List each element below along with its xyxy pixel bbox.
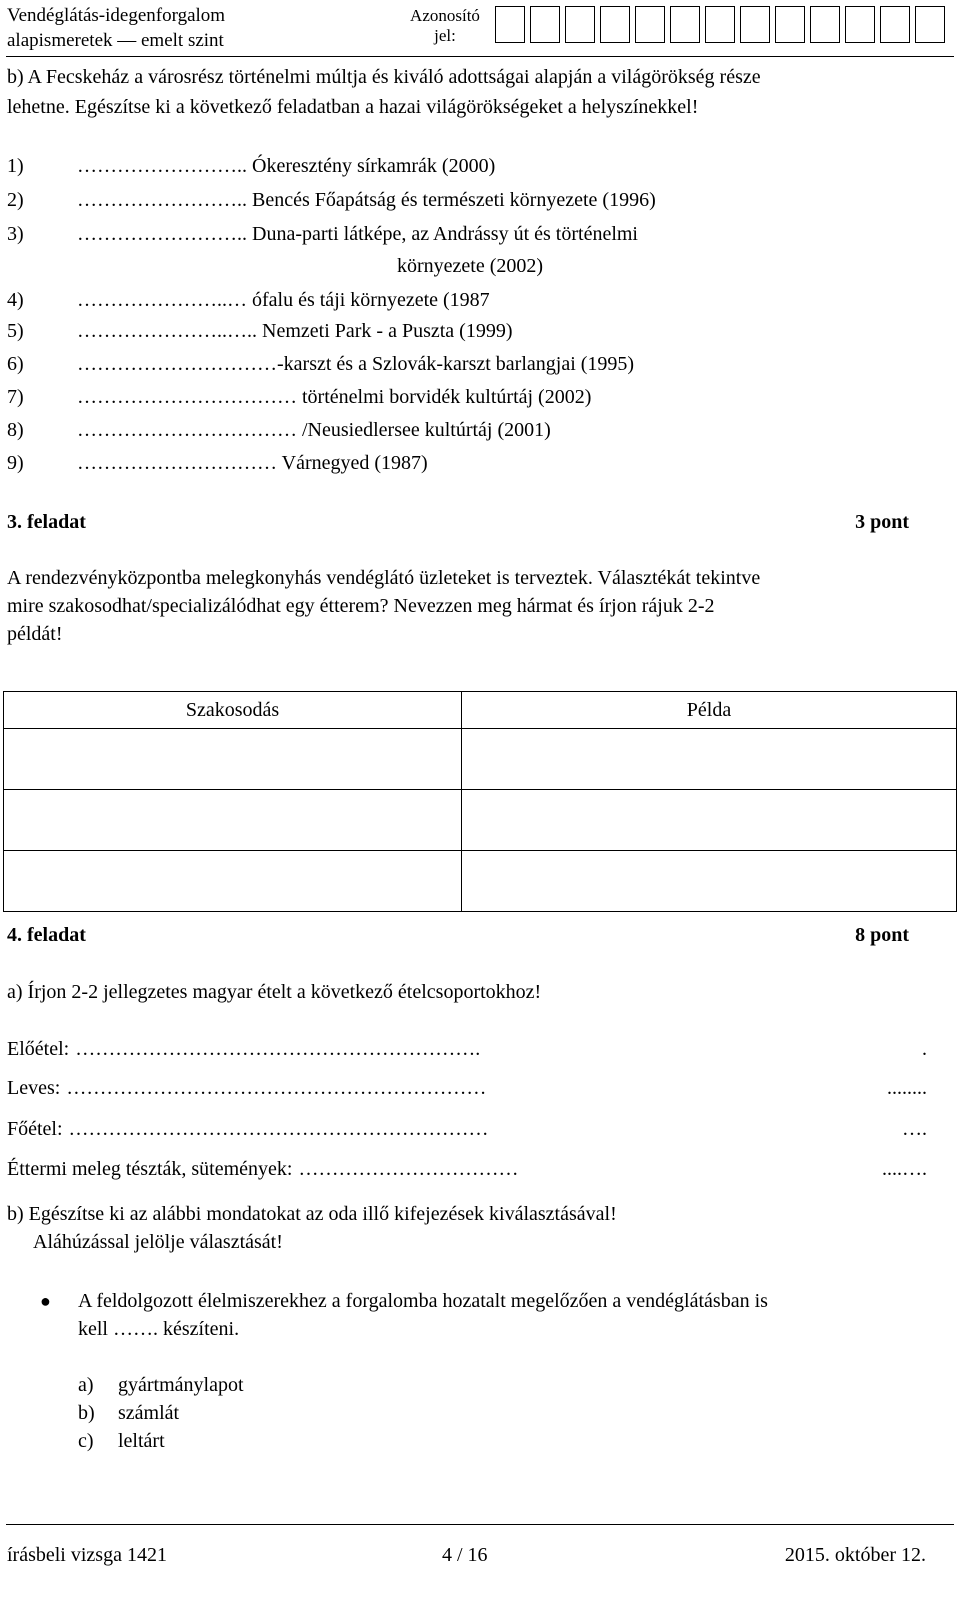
- id-box[interactable]: [565, 6, 595, 43]
- item-text: Bencés Főapátság és természeti környezete (1996): [252, 189, 656, 211]
- table-header-row: [4, 692, 957, 729]
- item-text: Nemzeti Park - a Puszta (1999): [262, 320, 513, 342]
- answer-blank[interactable]: ……………………..: [77, 189, 247, 211]
- item-number: 8): [7, 419, 24, 441]
- answer-blank[interactable]: ……………………..: [77, 223, 247, 245]
- option-letter: c): [78, 1430, 94, 1452]
- option-item[interactable]: [78, 1430, 165, 1453]
- list-item: [7, 320, 512, 343]
- item-text: Ókeresztény sírkamrák (2000): [252, 155, 496, 177]
- field-main-course[interactable]: [7, 1118, 927, 1141]
- item-text: történelmi borvidék kultúrtáj (2002): [302, 386, 592, 408]
- task2b-intro-line-2: lehetne. Egészítse ki a következő feladatban a hazai világörökségeket a helyszínekkel!: [7, 96, 699, 118]
- task3-text-line-3: példát!: [7, 623, 63, 645]
- id-box[interactable]: [635, 6, 665, 43]
- footer-page-number: 4 / 16: [442, 1544, 488, 1566]
- bullet-icon: ●: [40, 1291, 51, 1311]
- task4a-prompt: a) Írjon 2-2 jellegzetes magyar ételt a következő ételcsoportokhoz!: [7, 981, 542, 1003]
- id-box[interactable]: [845, 6, 875, 43]
- id-box[interactable]: [670, 6, 700, 43]
- field-pasta-desserts[interactable]: [7, 1158, 927, 1181]
- field-soup[interactable]: [7, 1077, 927, 1100]
- item-number: 4): [7, 289, 24, 311]
- answer-cell[interactable]: [462, 851, 957, 912]
- answer-blank[interactable]: ……………………………: [298, 1158, 519, 1180]
- id-box[interactable]: [915, 6, 945, 43]
- list-item: [7, 189, 656, 212]
- list-item-continuation: környezete (2002): [397, 255, 544, 277]
- footer-exam-code: írásbeli vizsga 1421: [7, 1544, 167, 1566]
- list-item: [7, 386, 591, 409]
- item-text: /Neusiedlersee kultúrtáj (2001): [302, 419, 551, 441]
- item-number: 3): [7, 223, 24, 245]
- task2b-intro-line-1: b) A Fecskeház a városrész történelmi múltja és kiváló adottságai alapján a világörökség része: [7, 66, 761, 88]
- task3-text-line-1: A rendezvényközpontba melegkonyhás vendéglátó üzleteket is terveztek. Választékát tekintve: [7, 567, 761, 589]
- option-text[interactable]: leltárt: [118, 1430, 165, 1452]
- answer-blank[interactable]: …………………..…..: [77, 320, 257, 342]
- id-box[interactable]: [600, 6, 630, 43]
- header-rule: [6, 56, 954, 57]
- option-letter: a): [78, 1374, 94, 1396]
- option-letter: b): [78, 1402, 95, 1424]
- field-label: Előétel:: [7, 1038, 70, 1060]
- blank-end: .: [922, 1038, 927, 1060]
- list-item: [7, 452, 428, 475]
- table-row: [4, 729, 957, 790]
- task3-points: 3 pont: [855, 511, 909, 533]
- answer-blank[interactable]: …………………………: [77, 452, 277, 474]
- item-text: ófalu és táji környezete (1987: [252, 289, 490, 311]
- table-row: [4, 790, 957, 851]
- item-number: 9): [7, 452, 24, 474]
- id-label: [410, 6, 480, 46]
- list-item: [7, 353, 634, 376]
- option-item[interactable]: [78, 1374, 244, 1397]
- item-number: 2): [7, 189, 24, 211]
- answer-cell[interactable]: [4, 729, 462, 790]
- answer-blank[interactable]: …………………..…: [77, 289, 247, 311]
- bullet-text-line-2: kell ……. készíteni.: [78, 1318, 240, 1340]
- id-box[interactable]: [810, 6, 840, 43]
- field-label: Éttermi meleg tészták, sütemények:: [7, 1158, 293, 1180]
- task4b-prompt-line-1: b) Egészítse ki az alábbi mondatokat az oda illő kifejezések kiválasztásával!: [7, 1203, 617, 1225]
- id-label-line-2: jel:: [434, 26, 456, 45]
- table-row: [4, 851, 957, 912]
- task4-points: 8 pont: [855, 924, 909, 946]
- option-text[interactable]: számlát: [118, 1402, 180, 1424]
- id-box[interactable]: [530, 6, 560, 43]
- subject-line-2: alapismeretek — emelt szint: [7, 30, 224, 51]
- field-label: Főétel:: [7, 1118, 63, 1140]
- bullet-text-line-1: A feldolgozott élelmiszerekhez a forgalomba hozatalt megelőzően a vendéglátásban is: [78, 1290, 768, 1312]
- specialization-table: [3, 691, 957, 912]
- answer-blank[interactable]: ……………………..: [77, 155, 247, 177]
- field-label: Leves:: [7, 1077, 61, 1099]
- answer-blank[interactable]: …………………………………………………….: [75, 1038, 481, 1060]
- answer-cell[interactable]: [4, 790, 462, 851]
- column-header-specialization: Szakosodás: [4, 692, 462, 729]
- answer-cell[interactable]: [462, 790, 957, 851]
- list-item: [7, 155, 495, 178]
- field-appetizer[interactable]: [7, 1038, 927, 1061]
- id-label-line-1: Azonosító: [410, 6, 480, 25]
- id-box[interactable]: [495, 6, 525, 43]
- task3-text-line-2: mire szakosodhat/specializálódhat egy étterem? Nevezzen meg hármat és írjon rájuk 2-2: [7, 595, 715, 617]
- answer-blank[interactable]: ……………………………: [77, 419, 297, 441]
- item-number: 1): [7, 155, 24, 177]
- item-text: -karszt és a Szlovák-karszt barlangjai (1995): [277, 353, 635, 375]
- item-number: 6): [7, 353, 24, 375]
- task4-title: 4. feladat: [7, 924, 86, 946]
- answer-blank[interactable]: ……………………………: [77, 386, 297, 408]
- footer-date: 2015. október 12.: [784, 1544, 926, 1566]
- task3-title: 3. feladat: [7, 511, 86, 533]
- blank-end: ….: [902, 1118, 927, 1140]
- column-header-example: Példa: [462, 692, 957, 729]
- blank-end: ........: [887, 1077, 927, 1099]
- answer-blank[interactable]: ………………………………………………………: [66, 1077, 487, 1099]
- answer-cell[interactable]: [4, 851, 462, 912]
- list-item: [7, 419, 551, 442]
- item-text: Várnegyed (1987): [281, 452, 428, 474]
- blank-end: ....….: [882, 1158, 927, 1180]
- item-text: Duna-parti látképe, az Andrássy út és történelmi: [252, 223, 638, 245]
- task4b-prompt-line-2: Aláhúzással jelölje választását!: [33, 1231, 283, 1253]
- id-box[interactable]: [880, 6, 910, 43]
- id-box[interactable]: [705, 6, 735, 43]
- list-item: [7, 223, 638, 246]
- answer-blank[interactable]: …………………………: [77, 353, 277, 375]
- option-item[interactable]: [78, 1402, 179, 1425]
- list-item: [7, 289, 490, 312]
- item-number: 5): [7, 320, 24, 342]
- id-box[interactable]: [740, 6, 770, 43]
- footer-rule: [6, 1524, 954, 1525]
- option-text[interactable]: gyártmánylapot: [118, 1374, 244, 1396]
- item-number: 7): [7, 386, 24, 408]
- subject-line-1: Vendéglátás-idegenforgalom: [7, 5, 226, 26]
- answer-blank[interactable]: ………………………………………………………: [68, 1118, 489, 1140]
- answer-cell[interactable]: [462, 729, 957, 790]
- id-box[interactable]: [775, 6, 805, 43]
